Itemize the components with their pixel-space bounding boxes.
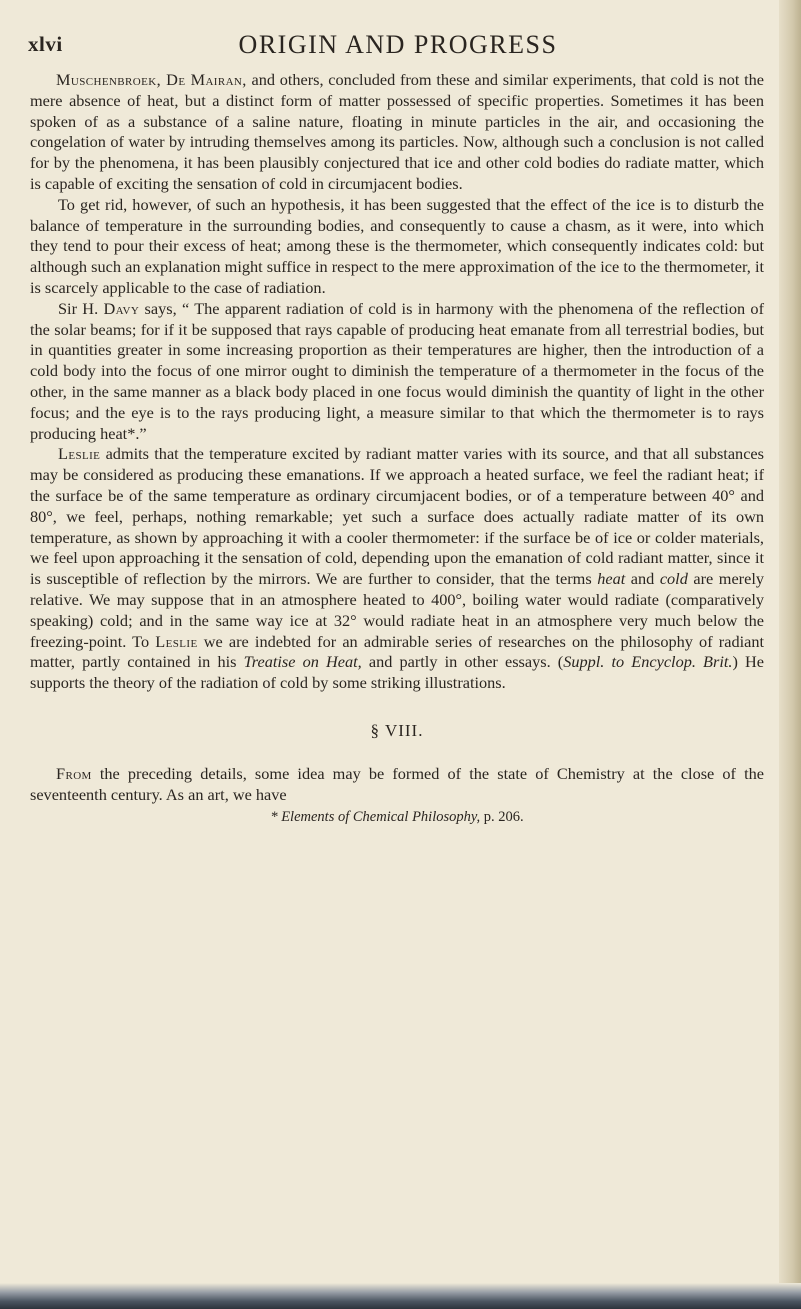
author-davy: Davy	[103, 298, 140, 318]
paragraph-4-mid2: are merely relative. We may suppose that in an atmosphere heated to 400°, boiling water would radiate (comparatively speaking) cold; and in the same way ice at 32° would radiate heat in an atmosphere very much below the freezing-point. To	[30, 569, 764, 651]
paragraph-1	[30, 70, 764, 195]
paragraph-1-text: and others, concluded from these and similar experiments, that cold is not the mere absence of heat, but a distinct form of matter possessed of specific properties. Sometimes it has been spoken of as a substance of a saline nature, floating in minute particles in the air, and occasioning the congelation of water by intruding themselves among its particles. Now, although such a conclusion is not called for by the phenomena, it has been plausibly conjectured that ice and other cold bodies do radiate matter, which is capable of exciting the sensation of cold in circumjacent bodies.	[30, 70, 764, 193]
paragraph-2	[30, 195, 764, 299]
running-title: ORIGIN AND PROGRESS	[238, 30, 558, 59]
author-leslie-2: Leslie	[155, 631, 198, 651]
paragraph-2-text: To get rid, however, of such an hypothesis, it has been suggested that the effect of the ice is to disturb the balance of temperature in the surrounding bodies, and consequently to cause a chasm, as it were, into which they tend to pour their excess of heat; among these is the thermometer, which consequently indicates cold: but although such an explanation might suffice in respect to the mere approximation of the ice to the thermometer, it is scarcely applicable to the case of radiation.	[30, 194, 764, 297]
term-heat: heat	[597, 569, 626, 589]
page-number: xlvi	[28, 32, 63, 56]
page-edge	[779, 0, 801, 1309]
scan-bottom-edge	[0, 1283, 801, 1309]
paragraph-3-text: says, “ The apparent radiation of cold is in harmony with the phenomena of the reflection of the solar beams; for if it be supposed that rays capable of producing heat emanate from all terrestrial bodies, but in quantities greater in some increasing proportion as their temperatures are higher, then the introduction of a cold body into the focus of one mirror ought to diminish the temperature of a thermometer in the focus of the other, in the same manner as a black body placed in one focus would diminish the quantity of light in the other focus; and the eye is to the rays producing light, a measure similar to that which the thermometer is to rays producing heat*.”	[30, 298, 764, 443]
section-heading: § VIII.	[370, 720, 424, 740]
footnote-page: p. 206.	[480, 809, 524, 826]
paragraph-3	[30, 299, 764, 445]
term-cold: cold	[659, 569, 688, 589]
book-title-suppl: Suppl. to Encyclop. Brit.	[563, 652, 733, 672]
footnote-title: * Elements of Chemical Philosophy,	[270, 809, 481, 826]
book-title-treatise: Treatise on Heat,	[243, 652, 362, 672]
author-names: Muschenbroek, De Mairan,	[56, 70, 247, 89]
paragraph-4-mid1: and	[625, 569, 660, 589]
paragraph-4-mid4: and partly in other essays. (	[361, 652, 564, 672]
paragraph-4-mid5: ) He supports the theory of the radiation of cold by some striking illustrations.	[30, 652, 764, 693]
paragraph-4-mid3: we are indebted for an admirable series of researches on the philosophy of radiant matter, partly contained in his	[30, 631, 764, 672]
paragraph-3-pre: Sir H.	[58, 298, 104, 318]
author-leslie: Leslie	[58, 444, 101, 464]
section-paragraph-text: the preceding details, some idea may be formed of the state of Chemistry at the close of the seventeenth century. As an art, we have	[30, 763, 764, 804]
footnote	[30, 807, 764, 828]
body-text	[30, 70, 764, 828]
section-paragraph	[30, 764, 764, 806]
page-header	[28, 26, 768, 66]
paragraph-4	[30, 444, 764, 694]
paragraph-4-text: admits that the temperature excited by radiant matter varies with its source, and that all substances may be considered as producing these emanations. If we approach a heated surface, we feel the radiant heat; if the surface be of the same temperature as ordinary circumjacent bodies, or of a temperature between 40° and 80°, we feel, perhaps, nothing remarkable; yet such a surface does actually radiate matter of its own temperature, as shown by approaching it with a cooler thermometer: if the surface be of ice or colder materials, we feel upon approaching it the sensation of cold, depending upon the emanation of cold radiant matter, since it is susceptible of reflection by the mirrors. We are further to consider, that the terms	[30, 444, 764, 589]
section-lead-word: From	[56, 763, 92, 783]
